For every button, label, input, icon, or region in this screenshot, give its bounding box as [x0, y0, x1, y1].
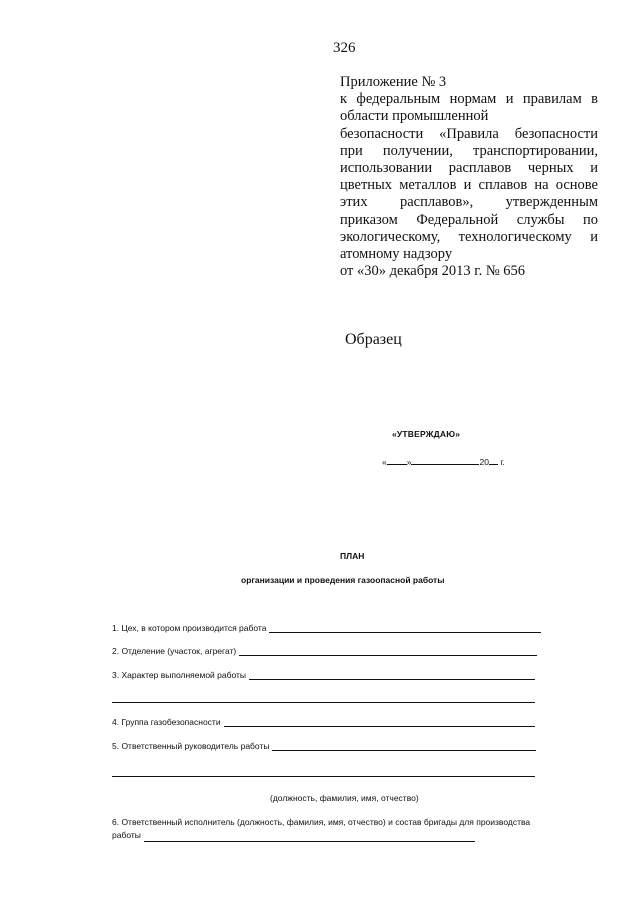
field-workshop-blank[interactable]	[269, 623, 541, 633]
date-quote-open: «	[382, 457, 387, 467]
field-gas-safety-group-label: 4. Группа газобезопасности	[112, 717, 221, 727]
field-executor-label-cont: работы	[112, 830, 141, 840]
field-gas-safety-group	[112, 717, 535, 727]
field-work-type-label: 3. Характер выполняемой работы	[112, 670, 247, 680]
plan-subtitle: организации и проведения газоопасной работы	[241, 575, 445, 585]
appendix-line: при получении, транспортировании,	[340, 142, 598, 159]
date-quote-close: »	[406, 457, 412, 467]
approval-title: «УТВЕРЖДАЮ»	[392, 429, 461, 439]
field-responsible-manager-extra-line[interactable]	[112, 776, 535, 777]
appendix-line: экологическому, технологическому и	[340, 228, 598, 245]
appendix-order-date: от «30» декабря 2013 г. № 656	[340, 263, 526, 280]
field-gas-safety-group-blank[interactable]	[224, 717, 535, 727]
appendix-line: этих расплавов», утвержденным	[340, 194, 598, 211]
field-workshop	[112, 623, 541, 633]
field-department-blank[interactable]	[239, 646, 537, 656]
field-executor	[112, 816, 597, 842]
appendix-line: использовании расплавов черных и	[340, 160, 598, 177]
month-blank[interactable]	[411, 455, 479, 465]
field-department-label: 2. Отделение (участок, агрегат)	[112, 646, 237, 656]
field-executor-blank[interactable]	[144, 832, 475, 842]
plan-title: ПЛАН	[340, 551, 365, 561]
field-work-type-extra-line[interactable]	[112, 702, 535, 703]
date-year-suffix: г.	[500, 457, 505, 467]
appendix-line: атомному надзору	[340, 246, 453, 263]
appendix-line: безопасности «Правила безопасности	[340, 125, 598, 142]
field-responsible-manager	[112, 741, 536, 751]
date-year-prefix: 20	[479, 457, 489, 467]
appendix-line: приказом Федеральной службы по	[340, 211, 598, 228]
page-number: 326	[333, 40, 356, 56]
field-workshop-label: 1. Цех, в котором производится работа	[112, 623, 267, 633]
approval-date	[382, 455, 505, 467]
appendix-line: к федеральным нормам и правилам в	[340, 91, 598, 108]
appendix-title: Приложение № 3	[340, 74, 447, 90]
field-executor-row	[112, 829, 475, 842]
day-blank[interactable]	[387, 455, 407, 465]
field-executor-label: 6. Ответственный исполнитель (должность, фамилия, имя, отчество) и состав бригады для производства	[112, 817, 531, 827]
appendix-line: цветных металлов и сплавов на основе	[340, 177, 598, 194]
sample-label: Образец	[345, 331, 402, 348]
field-caption: (должность, фамилия, имя, отчество)	[270, 793, 419, 803]
field-department	[112, 646, 537, 656]
field-responsible-manager-label: 5. Ответственный руководитель работы	[112, 741, 270, 751]
field-work-type-blank[interactable]	[249, 670, 535, 680]
field-work-type	[112, 670, 535, 680]
appendix-line: области промышленной	[340, 108, 489, 125]
field-responsible-manager-blank[interactable]	[272, 741, 536, 751]
year-blank[interactable]	[489, 455, 498, 465]
appendix-heading	[340, 74, 598, 280]
